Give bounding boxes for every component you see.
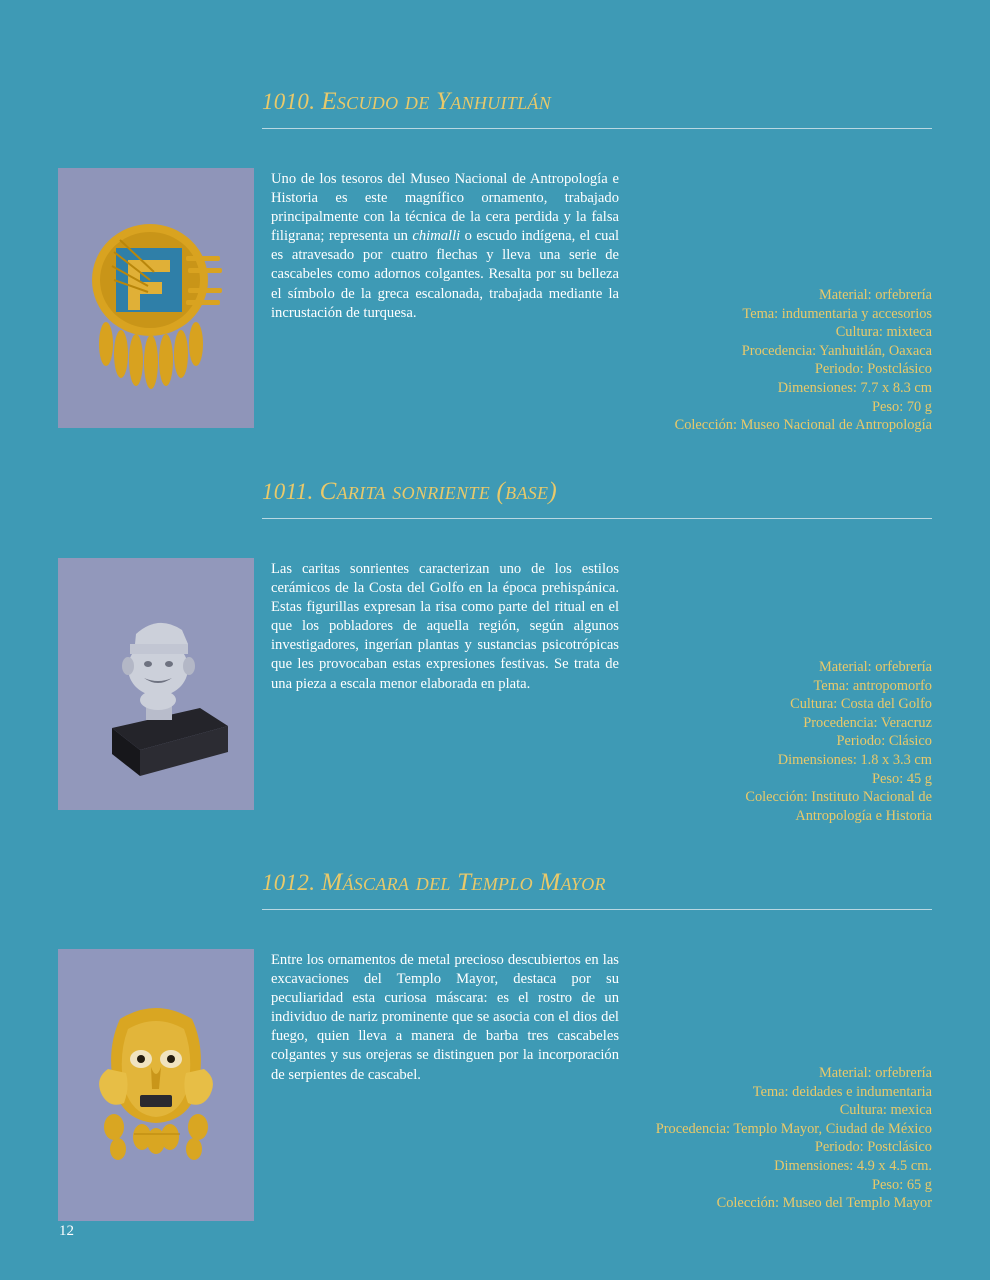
entry-title: Carita sonriente (base) — [319, 478, 557, 505]
meta-peso: Peso: 65 g — [872, 1176, 932, 1193]
entry-heading-1012 — [262, 869, 932, 897]
heading-rule — [262, 909, 932, 910]
meta-coleccion: Colección: Instituto Nacional de — [745, 789, 932, 806]
meta-cultura: Cultura: mexica — [839, 1102, 932, 1119]
figure-carita-sonriente — [58, 558, 254, 810]
meta-cultura: Cultura: Costa del Golfo — [790, 696, 932, 713]
meta-material: Material: orfebrería — [818, 659, 932, 675]
carita-sonriente-icon — [58, 558, 254, 810]
meta-tema: Tema: deidades e indumentaria — [752, 1083, 932, 1100]
meta-tema: Tema: antropomorfo — [813, 677, 932, 694]
meta-periodo: Periodo: Postclásico — [814, 1139, 932, 1156]
heading-rule — [262, 128, 932, 129]
meta-procedencia: Procedencia: Veracruz — [803, 714, 932, 731]
entry-body-part1: Uno de los tesoros del Museo Nacional de Antropología e Historia es este magnífico ornamento, trabajado principalmente con la técnica de la cera perdida y la falsa filigrana; representa un — [271, 171, 619, 245]
entry-body-italic: chimalli — [412, 228, 461, 245]
meta-peso: Peso: 45 g — [872, 770, 932, 787]
heading-rule — [262, 518, 932, 519]
figure-escudo-de-yanhuitlan — [58, 168, 254, 428]
meta-dimensiones: Dimensiones: 1.8 x 3.3 cm — [777, 751, 932, 768]
meta-procedencia: Procedencia: Yanhuitlán, Oaxaca — [741, 342, 932, 359]
entry-meta-1010 — [512, 286, 932, 435]
figure-mascara-templo-mayor — [58, 949, 254, 1221]
entry-heading-1010 — [262, 88, 932, 116]
entry-meta-1012 — [512, 1064, 932, 1213]
meta-periodo: Periodo: Clásico — [836, 733, 932, 750]
entry-title: Máscara del Templo Mayor — [321, 869, 606, 896]
meta-procedencia: Procedencia: Templo Mayor, Ciudad de México — [655, 1120, 932, 1137]
page-number: 12 — [59, 1223, 74, 1239]
entry-meta-1011 — [512, 658, 932, 825]
entry-number: 1010. — [262, 89, 316, 114]
meta-tema: Tema: indumentaria y accesorios — [742, 305, 932, 322]
meta-material: Material: orfebrería — [818, 287, 932, 303]
mascara-del-templo-mayor-icon — [58, 949, 254, 1221]
entry-number: 1011. — [262, 479, 314, 504]
meta-coleccion: Colección: Museo Nacional de Antropología — [674, 417, 932, 434]
meta-periodo: Periodo: Postclásico — [814, 361, 932, 378]
meta-cultura: Cultura: mixteca — [835, 324, 932, 341]
entry-heading-1011 — [262, 478, 932, 506]
meta-dimensiones: Dimensiones: 4.9 x 4.5 cm. — [774, 1157, 932, 1174]
meta-material: Material: orfebrería — [818, 1065, 932, 1081]
entry-body-part1: Las caritas sonrientes caracterizan uno de los estilos cerámicos de la Costa del Golfo en la época prehispánica. Estas figurillas expresan la risa como parte del ritual en el que los pobladores de aquella región, según algunos investigadores, ingerían plantas y sustancias psicotrópicas que les provocaban estas expresiones festivas. Se trata de una pieza a escala menor elaborada en plata. — [271, 561, 619, 692]
entry-body-part2: o escudo indígena, el cual es atravesado por cuatro flechas y lleva una serie de cascabeles como adornos colgantes. Resalta por su belleza el símbolo de la greca escalonada, trabajada mediante la incrustación de turquesa. — [271, 228, 619, 321]
meta-coleccion: Colección: Museo del Templo Mayor — [716, 1195, 932, 1212]
entry-body-part1: Entre los ornamentos de metal precioso descubiertos en las excavaciones del Templo Mayor, destaca por su peculiaridad esta curiosa máscara: es el rostro de un individuo de nariz prominente que se asocia con el dios del fuego, quien lleva a manera de barba tres cascabeles colgantes y sus orejeras se distinguen por la incorporación de serpientes de cascabel. — [271, 952, 619, 1083]
meta-coleccion-cont: Antropología e Historia — [795, 807, 932, 824]
entry-number: 1012. — [262, 870, 316, 895]
escudo-de-yanhuitlan-icon — [58, 168, 254, 428]
meta-dimensiones: Dimensiones: 7.7 x 8.3 cm — [777, 379, 932, 396]
meta-peso: Peso: 70 g — [872, 398, 932, 415]
entry-title: Escudo de Yanhuitlán — [321, 88, 551, 115]
